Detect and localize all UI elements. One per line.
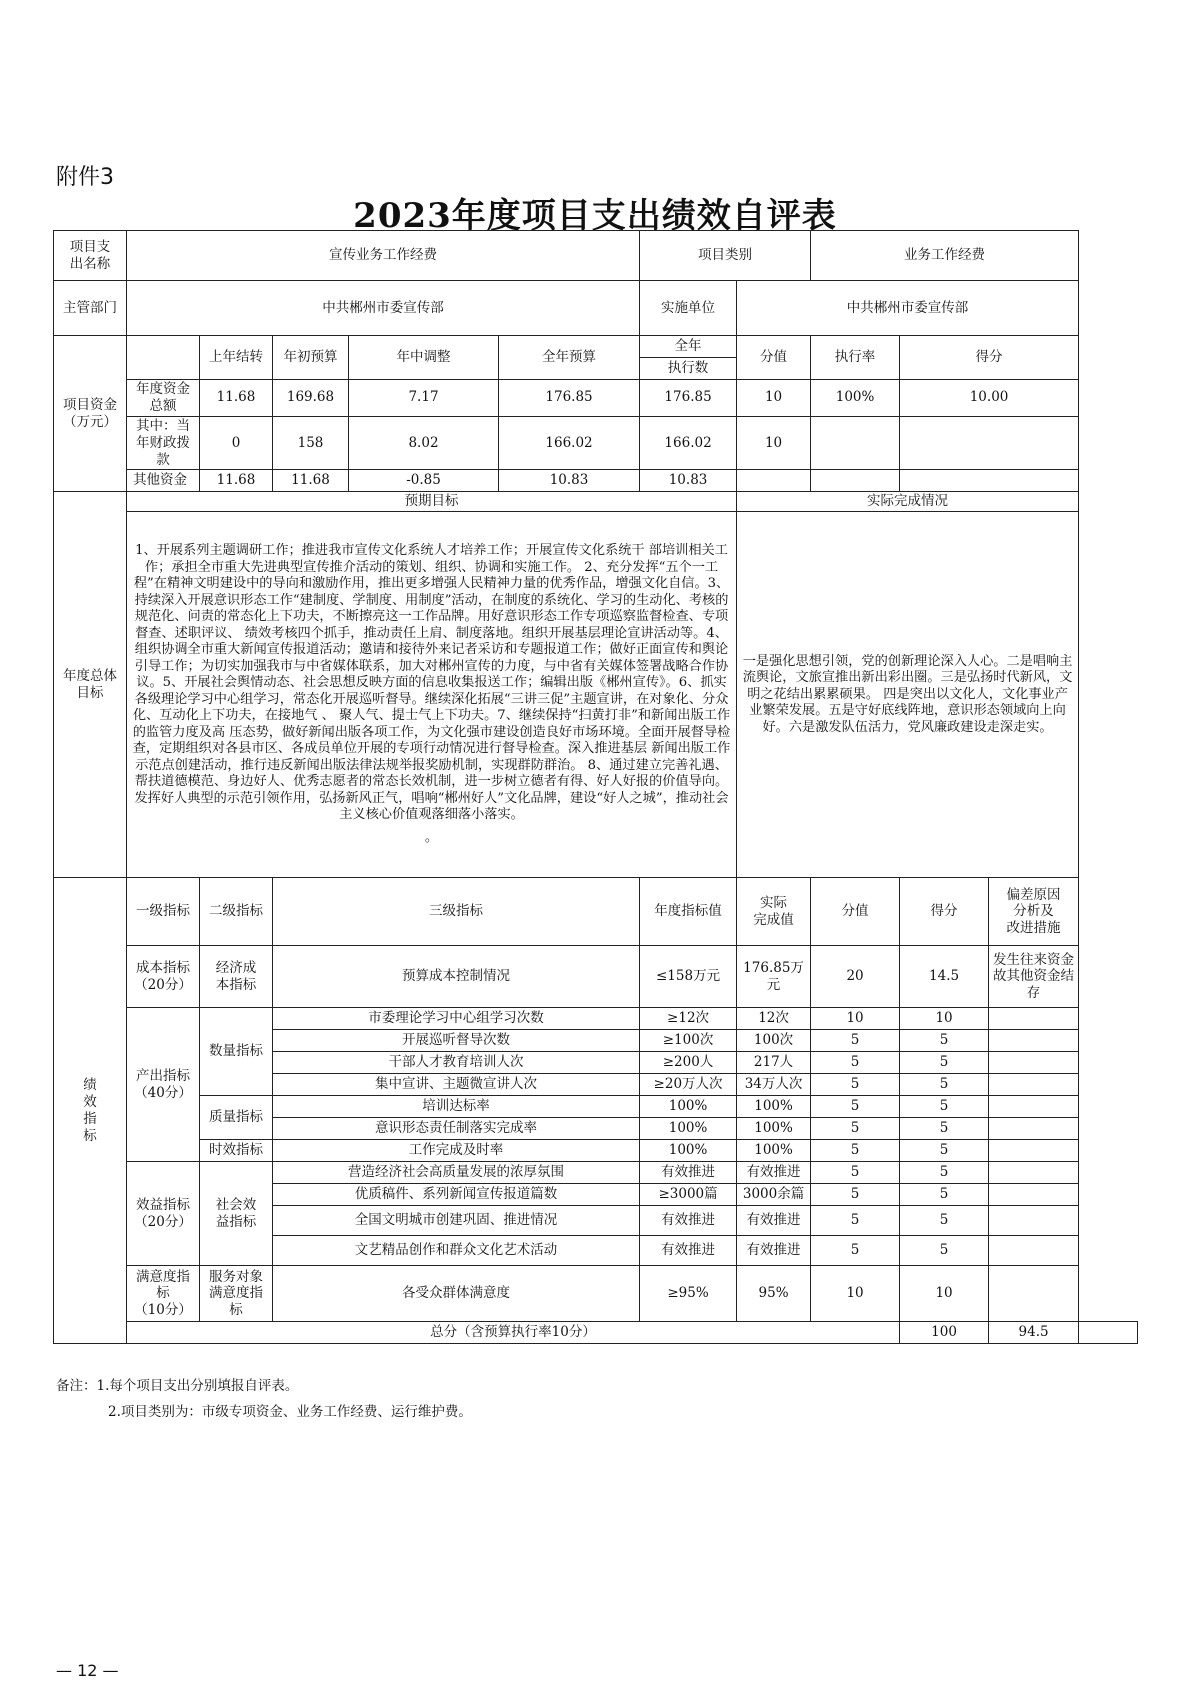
actual-completion-header: 实际完成情况 [737,492,1079,512]
notes-cell [989,1162,1079,1184]
notes-cell [989,1074,1079,1096]
level2-cell: 服务对象 满意度指 标 [200,1266,273,1322]
actual-cell: 有效推进 [737,1236,811,1266]
actual-cell: 12次 [737,1008,811,1030]
target-cell: ≥100次 [640,1030,737,1052]
actual-cell: 100次 [737,1030,811,1052]
target-header: 年度指标值 [640,878,737,946]
project-name-label: 项目支 出名称 [54,231,127,281]
funds-cell [900,416,1079,470]
weight-cell: 5 [811,1184,900,1206]
actual-cell: 176.85万元 [737,946,811,1008]
impl-value: 中共郴州市委宣传部 [737,281,1079,336]
level3-cell: 营造经济社会高质量发展的浓厚氛围 [273,1162,640,1184]
funds-cell: 7.17 [349,380,499,417]
level3-cell: 工作完成及时率 [273,1140,640,1162]
funds-cell: 176.85 [499,380,640,417]
document-title: 2023年度项目支出绩效自评表 [353,196,837,236]
funds-cell: 10 [737,416,811,470]
expected-goals-paragraph: 1、开展系列主题调研工作；推进我市宣传文化系统人才培养工作；开展宣传文化系统干 部培训相关工作；承担全市重大先进典型宣传推介活动的策划、组织、协调和实施工作。 2、充分发挥“五个一工程”在精神文明建设中的导向和激励作用，推出更多增强人民精神力量的优秀作品，增强文化自信。3、持续深入开展意识形态工作“建制度、学制度、用制度”活动，在制度的系统化、学习的生动化、考核的规范化、问责的常态化上下功夫，不断擦亮这一工作品牌。用好意识形态工作专项巡察监督检查、专项督查、述职评议、 绩效考核四个抓手，推动责任上肩、制度落地。组织开展基层理论宣讲活动等。4、组织协调全市重大新闻宣传报道活动；邀请和接待外来记者采访和专题报道工作；做好正面宣传和舆论引导工作；为切实加强我市与中省媒体联系，加大对郴州宣传的力度，与中省有关媒体签署战略合作协议。5、开展社会舆情动态、社会思想反映方面的信息收集报送工作；编辑出版《郴州宣传》。6、抓实各级理论学习中心组学习，常态化开展巡听督导。继续深化拓展“三讲三促”主题宣讲，在对象化、分众化、互动化上下功夫，在接地气 、 聚人气、提士气上下功夫。7、继续保持“扫黄打非”和新闻出版工作的监管力度及高 压态势，做好新闻出版各项工作，为文化强市建设创造良好市场环境。全面开展督导检 查，定期组织对各县市区、各成员单位开展的专项行动情况进行督导检查。深入推进基层 新闻出版工作示范点创建活动，推行违反新闻出版法律法规举报奖励机制，实现群防群治。 8、通过建立完善礼遇、帮扶道德模范、身边好人、优秀志愿者的常态长效机制，进一步树立德者有得、好人好报的价值导向。发挥好人典型的示范引领作用，弘扬新风正气，唱响“郴州好人”文化品牌，建设“好人之城”，推动社会主义核心价值观落细落小落实。 [132,543,731,823]
score-cell: 5 [900,1030,989,1052]
level3-cell: 优质稿件、系列新闻宣传报道篇数 [273,1184,640,1206]
funds-row-other [54,470,1138,492]
funds-cell: 176.85 [640,380,737,417]
funds-cell: 11.68 [200,470,273,492]
total-label: 总分（含预算执行率10分） [127,1322,900,1344]
level3-cell: 干部人才教育培训人次 [273,1052,640,1074]
funds-blank-header [127,336,200,380]
dept-value: 中共郴州市委宣传部 [127,281,640,336]
funds-cell: 158 [273,416,349,470]
score-cell: 14.5 [900,946,989,1008]
funds-cell [811,470,900,492]
notes-cell [989,1206,1079,1236]
level3-cell: 市委理论学习中心组学习次数 [273,1008,640,1030]
funds-row-fiscal [54,416,1138,470]
level3-cell: 全国文明城市创建巩固、推进情况 [273,1206,640,1236]
indicator-row [54,1162,1138,1184]
funds-cell [737,470,811,492]
level3-header: 三级指标 [273,878,640,946]
indicator-row-satisfaction [54,1266,1138,1322]
carry-header: 上年结转 [200,336,273,380]
notes-cell [989,1052,1079,1074]
adjust-header: 年中调整 [349,336,499,380]
score-cell: 5 [900,1184,989,1206]
level3-cell: 集中宣讲、主题微宣讲人次 [273,1074,640,1096]
footnote-1: 备注：1.每个项目支出分别填报自评表。 [56,1378,299,1394]
score-cell: 5 [900,1140,989,1162]
attachment-label: 附件3 [56,165,114,190]
level1-cell: 成本指标 （20分） [127,946,200,1008]
actual-completion-text: 一是强化思想引领，党的创新理论深入人心。二是唱响主流舆论，文旅宣推出新出彩出圈。三是弘扬时代新风，文明之花结出累累硕果。 四是突出以文化人，文化事业产业繁荣发展。五是守好底线阵地，意识形态领域向上向好。六是激发队伍活力，党风廉政建设走深走实。 [737,512,1079,878]
funds-cell [811,416,900,470]
weight-cell: 5 [811,1206,900,1236]
level2-cell: 社会效 益指标 [200,1162,273,1266]
target-cell: ≥95% [640,1266,737,1322]
expected-goals-header: 预期目标 [127,492,737,512]
impl-label: 实施单位 [640,281,737,336]
weight-cell: 5 [811,1074,900,1096]
total-row [54,1322,1138,1344]
notes-cell [989,1236,1079,1266]
score-cell: 5 [900,1162,989,1184]
level1-cell: 产出指标 （40分） [127,1008,200,1162]
funds-row-label: 其中：当年财政拨款 [127,416,200,470]
weight-cell: 20 [811,946,900,1008]
page-number: — 12 — [56,1661,119,1680]
rate-header: 执行率 [811,336,900,380]
total-weight: 100 [900,1322,989,1344]
weight-cell: 5 [811,1052,900,1074]
notes-cell [989,1266,1079,1322]
funds-cell: 100% [811,380,900,417]
actual-cell: 217人 [737,1052,811,1074]
level3-cell: 文艺精品创作和群众文化艺术活动 [273,1236,640,1266]
funds-cell: 0 [200,416,273,470]
funds-cell: 166.02 [640,416,737,470]
initial-header: 年初预算 [273,336,349,380]
funds-cell: 11.68 [273,470,349,492]
indicators-section-label: 绩 效 指 标 [54,878,127,1344]
self-evaluation-table [53,230,1138,1344]
exec-header-bottom: 执行数 [640,358,737,380]
score-cell: 5 [900,1118,989,1140]
target-cell: 有效推进 [640,1206,737,1236]
expected-goals-tail: 。 [424,829,439,845]
level3-cell: 预算成本控制情况 [273,946,640,1008]
actual-cell: 100% [737,1096,811,1118]
funds-cell: 10.83 [640,470,737,492]
full-budget-header: 全年预算 [499,336,640,380]
weight-header: 分值 [737,336,811,380]
weight-header: 分值 [811,878,900,946]
weight-cell: 10 [811,1266,900,1322]
funds-row-label: 年度资金总额 [127,380,200,417]
notes-cell [989,1118,1079,1140]
funds-row-label: 其他资金 [127,470,200,492]
funds-cell: -0.85 [349,470,499,492]
level3-cell: 意识形态责任制落实完成率 [273,1118,640,1140]
score-header: 得分 [900,878,989,946]
level2-cell: 经济成 本指标 [200,946,273,1008]
target-cell: 有效推进 [640,1162,737,1184]
footnotes [56,1374,472,1425]
project-type: 业务工作经费 [811,231,1079,281]
total-score: 94.5 [989,1322,1079,1344]
level3-cell: 开展巡听督导次数 [273,1030,640,1052]
weight-cell: 10 [811,1008,900,1030]
indicator-row-cost [54,946,1138,1008]
level2-cell: 时效指标 [200,1140,273,1162]
score-header: 得分 [900,336,1079,380]
exec-header-top: 全年 [640,336,737,358]
weight-cell: 5 [811,1096,900,1118]
funds-label: 项目资金 （万元） [54,336,127,492]
target-cell: 有效推进 [640,1236,737,1266]
score-cell: 10 [900,1266,989,1322]
funds-row-total [54,380,1138,417]
target-cell: ≥200人 [640,1052,737,1074]
target-cell: ≤158万元 [640,946,737,1008]
funds-cell: 10.00 [900,380,1079,417]
notes-cell: 发生往来资金故其他资金结存 [989,946,1079,1008]
target-cell: 100% [640,1096,737,1118]
score-cell: 5 [900,1074,989,1096]
score-cell: 5 [900,1236,989,1266]
notes-cell [989,1140,1079,1162]
score-cell: 5 [900,1206,989,1236]
indicator-row [54,1140,1138,1162]
project-name: 宣传业务工作经费 [127,231,640,281]
indicator-row [54,1008,1138,1030]
level3-cell: 各受众群体满意度 [273,1266,640,1322]
level1-cell: 效益指标 （20分） [127,1162,200,1266]
dept-label: 主管部门 [54,281,127,336]
level2-cell: 质量指标 [200,1096,273,1140]
expected-goals-text [127,512,737,878]
actual-cell: 100% [737,1118,811,1140]
funds-cell: 169.68 [273,380,349,417]
actual-cell: 100% [737,1140,811,1162]
funds-cell: 8.02 [349,416,499,470]
actual-header: 实际 完成值 [737,878,811,946]
target-cell: ≥3000篇 [640,1184,737,1206]
weight-cell: 5 [811,1030,900,1052]
weight-cell: 5 [811,1162,900,1184]
notes-cell [989,1030,1079,1052]
weight-cell: 5 [811,1140,900,1162]
funds-cell: 10 [737,380,811,417]
funds-cell: 166.02 [499,416,640,470]
weight-cell: 5 [811,1118,900,1140]
target-cell: 100% [640,1140,737,1162]
actual-cell: 34万人次 [737,1074,811,1096]
project-type-label: 项目类别 [640,231,811,281]
target-cell: ≥12次 [640,1008,737,1030]
indicator-row [54,1096,1138,1118]
funds-cell: 11.68 [200,380,273,417]
weight-cell: 5 [811,1236,900,1266]
target-cell: ≥20万人次 [640,1074,737,1096]
footnote-2: 2.项目类别为：市级专项资金、业务工作经费、运行维护费。 [108,1403,472,1420]
actual-cell: 有效推进 [737,1206,811,1236]
goals-label: 年度总体 目标 [54,492,127,878]
score-cell: 10 [900,1008,989,1030]
notes-cell [989,1096,1079,1118]
level2-header: 二级指标 [200,878,273,946]
target-cell: 100% [640,1118,737,1140]
actual-cell: 3000余篇 [737,1184,811,1206]
actual-cell: 95% [737,1266,811,1322]
notes-header: 偏差原因 分析及 改进措施 [989,878,1079,946]
score-cell: 5 [900,1052,989,1074]
level1-header: 一级指标 [127,878,200,946]
funds-cell [900,470,1079,492]
level2-cell: 数量指标 [200,1008,273,1096]
notes-cell [989,1008,1079,1030]
level1-cell: 满意度指 标 （10分） [127,1266,200,1322]
actual-cell: 有效推进 [737,1162,811,1184]
notes-cell [989,1184,1079,1206]
total-notes [1079,1322,1138,1344]
score-cell: 5 [900,1096,989,1118]
funds-cell: 10.83 [499,470,640,492]
level3-cell: 培训达标率 [273,1096,640,1118]
